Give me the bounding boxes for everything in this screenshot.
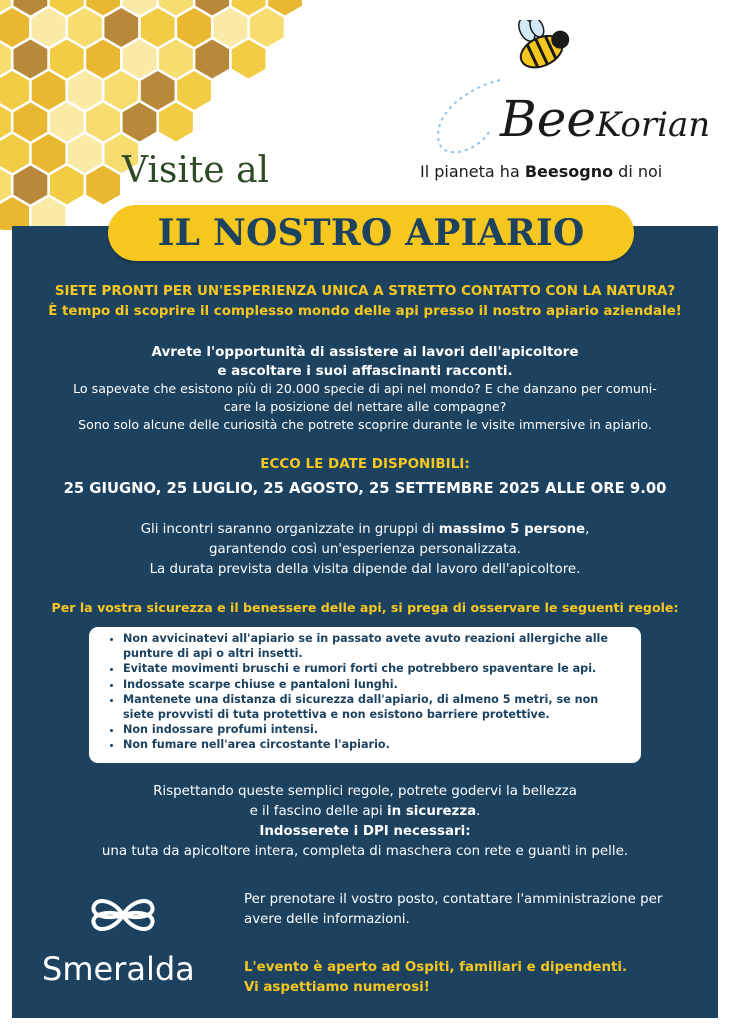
groups-line-3: La durata prevista della visita dipende dal lavoro dell'apicoltore. xyxy=(149,562,581,577)
honeycomb-cell xyxy=(14,103,48,142)
honeycomb-cell xyxy=(159,40,193,79)
groups-line-1: Gli incontri saranno organizzate in gruppi di massimo 5 persone, xyxy=(140,522,590,537)
dates-value: 25 GIUGNO, 25 LUGLIO, 25 AGOSTO, 25 SETTEMBRE 2025 ALLE ORE 9.00 xyxy=(63,480,667,497)
honeycomb-cell xyxy=(86,103,120,142)
opportunity-line-1: Avrete l'opportunità di assistere ai lavori dell'apicoltore xyxy=(151,344,579,360)
honeycomb-cell xyxy=(214,8,248,47)
visite-heading: Visite al xyxy=(122,150,270,191)
event-text xyxy=(244,958,704,998)
curiosity-line-3: Sono solo alcune delle curiosità che potrete scoprire durante le visite immersive in apiario. xyxy=(78,417,652,432)
smeralda-logo-icon xyxy=(88,890,158,940)
opportunity-heading xyxy=(12,343,718,381)
brand-tagline: Il pianeta ha Beesogno di noi xyxy=(420,162,663,181)
honeycomb-cell xyxy=(177,71,211,110)
honeycomb-cell xyxy=(0,8,29,47)
honeycomb-cell xyxy=(14,40,48,79)
honeycomb-cell xyxy=(104,71,138,110)
honeycomb-cell xyxy=(0,71,29,110)
honeycomb-cell xyxy=(32,134,66,173)
honeycomb-cell xyxy=(86,40,120,79)
closing-text xyxy=(12,782,718,862)
rule-item: • Non fumare nell'area circostante l'apiario. xyxy=(123,737,629,752)
honeycomb-cell xyxy=(0,40,11,79)
smeralda-logo-text: Smeralda xyxy=(42,950,195,988)
groups-text xyxy=(12,520,718,580)
title-banner xyxy=(108,205,634,261)
booking-text: Per prenotare il vostro posto, contattare l'amministrazione per avere delle informazioni. xyxy=(244,892,663,927)
curiosity-line-1: Lo sapevate che esistono più di 20.000 specie di api nel mondo? E che danzano per comuni- xyxy=(73,381,657,396)
rule-item: • Evitate movimenti bruschi e rumori forti che potrebbero spaventare le api. xyxy=(123,661,629,676)
rules-heading: Per la vostra sicurezza e il benessere delle api, si prega di osservare le seguenti regole: xyxy=(51,600,679,615)
intro-block xyxy=(12,282,718,322)
honeycomb-cell xyxy=(50,166,84,205)
groups-line-2: garantendo così un'esperienza personalizzata. xyxy=(209,542,521,557)
closing-line-4: una tuta da apicoltore intera, completa di maschera con rete e guanti in pelle. xyxy=(101,844,629,859)
honeycomb-cell xyxy=(68,71,102,110)
honeycomb-cell xyxy=(159,103,193,142)
honeycomb-cell xyxy=(104,8,138,47)
rule-item: • Non indossare profumi intensi. xyxy=(123,722,629,737)
rules-list xyxy=(105,631,629,753)
honeycomb-cell xyxy=(123,40,157,79)
honeycomb-cell xyxy=(0,134,29,173)
closing-line-3: Indosserete i DPI necessari: xyxy=(259,824,471,839)
honeycomb-cell xyxy=(32,8,66,47)
honeycomb-cell xyxy=(177,8,211,47)
intro-invite: È tempo di scoprire il complesso mondo delle api presso il nostro apiario aziendale! xyxy=(48,304,682,319)
curiosity-text xyxy=(12,380,718,434)
event-line-2: Vi aspettiamo numerosi! xyxy=(244,980,430,995)
honeycomb-cell xyxy=(141,8,175,47)
honeycomb-cell xyxy=(50,40,84,79)
honeycomb-cell xyxy=(68,8,102,47)
honeycomb-cell xyxy=(195,40,229,79)
opportunity-line-2: e ascoltare i suoi affascinanti racconti. xyxy=(217,363,513,379)
brand-name: BeeKorian xyxy=(500,90,711,148)
rules-box xyxy=(89,627,641,763)
honeycomb-cell xyxy=(68,134,102,173)
closing-line-1: Rispettando queste semplici regole, potrete godervi la bellezza xyxy=(153,784,577,799)
rule-item: • Mantenete una distanza di sicurezza dall'apiario, di almeno 5 metri, se non siete provvisti di tuta protettiva e non esistono barriere protettive. xyxy=(123,692,629,722)
closing-line-2: e il fascino delle api in sicurezza. xyxy=(249,804,481,819)
honeycomb-cell xyxy=(123,103,157,142)
honeycomb-cell xyxy=(250,8,284,47)
event-line-1: L'evento è aperto ad Ospiti, familiari e dipendenti. xyxy=(244,960,628,975)
honeycomb-cell xyxy=(141,71,175,110)
honeycomb-cell xyxy=(14,166,48,205)
honeycomb-cell xyxy=(232,40,266,79)
honeycomb-cell xyxy=(0,103,11,142)
rule-item: • Indossate scarpe chiuse e pantaloni lunghi. xyxy=(123,677,629,692)
dates-label: ECCO LE DATE DISPONIBILI: xyxy=(260,456,470,472)
page-title: IL NOSTRO APIARIO xyxy=(157,212,585,254)
honeycomb-cell xyxy=(32,71,66,110)
honeycomb-cell xyxy=(86,166,120,205)
honeycomb-cell xyxy=(0,166,11,205)
curiosity-line-2: care la posizione del nettare alle compagne? xyxy=(223,399,507,414)
intro-question: SIETE PRONTI PER UN'ESPERIENZA UNICA A STRETTO CONTATTO CON LA NATURA? xyxy=(54,284,676,299)
honeycomb-cell xyxy=(50,103,84,142)
honeycomb-graphic xyxy=(0,0,340,230)
rule-item: • Non avvicinatevi all'apiario se in passato avete avuto reazioni allergiche alle punture di api o altri insetti. xyxy=(123,631,629,661)
